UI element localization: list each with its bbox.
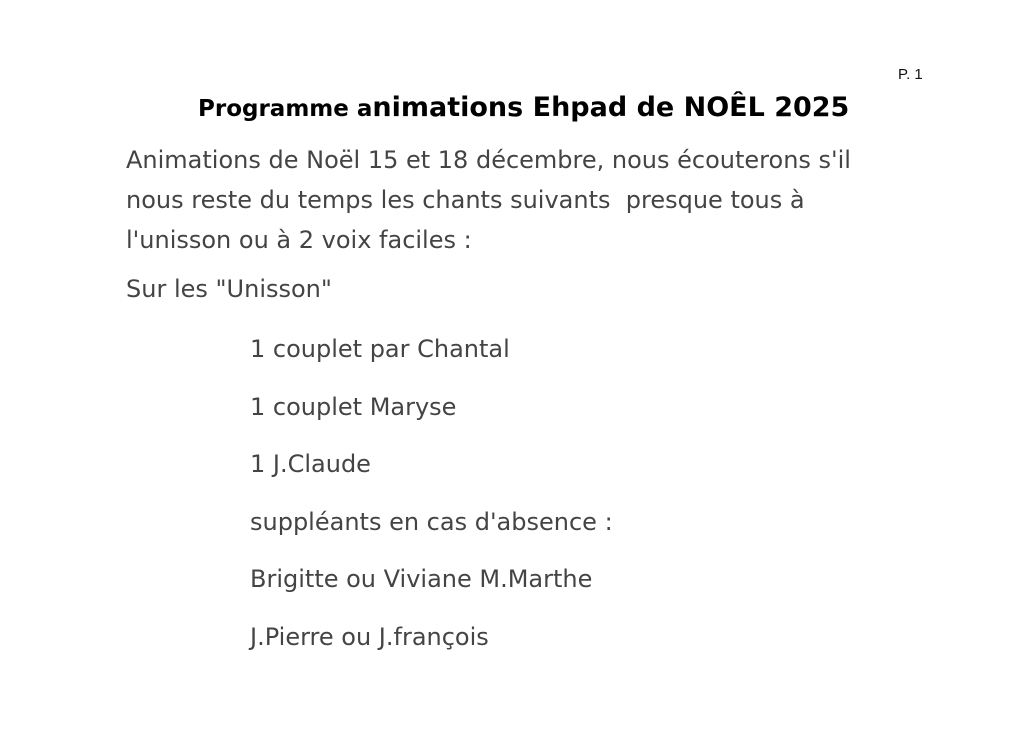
list-item: 1 couplet Maryse	[250, 392, 457, 421]
intro-line: nous reste du temps les chants suivants presque tous à	[126, 186, 805, 214]
document-title	[198, 92, 849, 123]
list-item: 1 couplet par Chantal	[250, 335, 510, 363]
list-item: J.Pierre ou J.françois	[250, 622, 489, 651]
intro-line: Animations de Noël 15 et 18 décembre, nous écouterons s'il	[126, 146, 851, 174]
list-item: Brigitte ou Viviane M.Marthe	[250, 565, 593, 593]
title-part-2: nimations Ehpad de NOÊL 2025	[372, 92, 850, 123]
page-number: P. 1	[898, 66, 923, 83]
list-item: 1 J.Claude	[250, 450, 371, 478]
list-item: suppléants en cas d'absence :	[250, 507, 613, 536]
section-label: Sur les "Unisson"	[126, 275, 332, 303]
performer-list	[250, 333, 613, 678]
intro-line: l'unisson ou à 2 voix faciles :	[126, 226, 472, 254]
title-part-1: Programme a	[198, 96, 373, 122]
intro-paragraph	[126, 140, 946, 260]
